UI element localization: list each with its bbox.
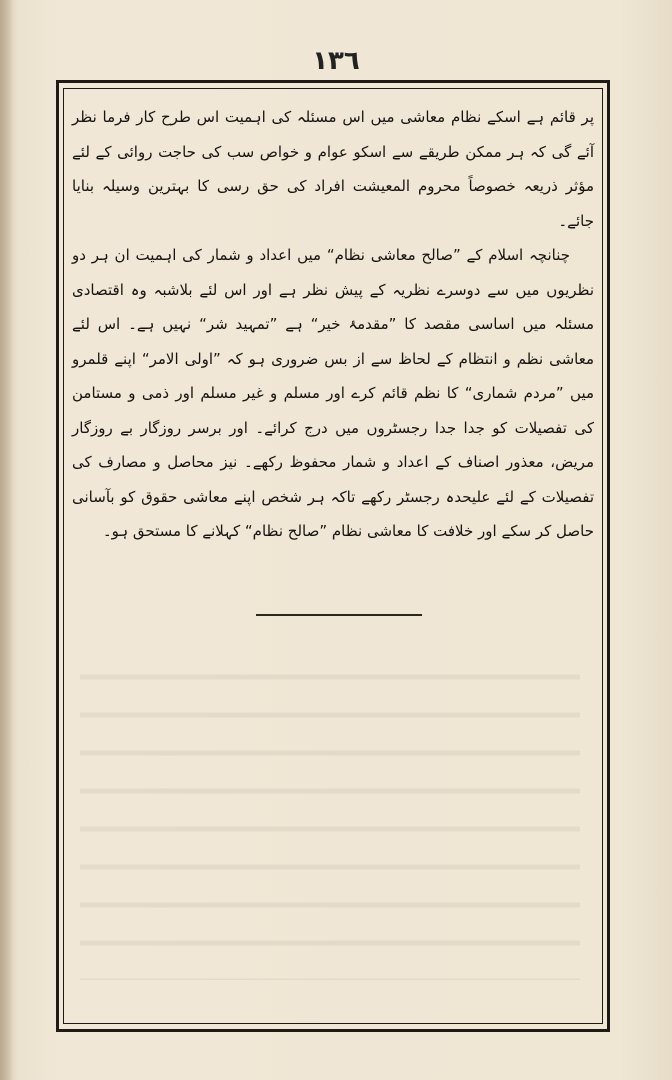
page-number: ١٣٦ bbox=[312, 46, 360, 76]
binding-shadow bbox=[0, 0, 14, 1080]
body-text bbox=[72, 100, 594, 549]
reverse-side-bleed-through bbox=[80, 650, 580, 980]
paragraph-1: پر قائم ہے اسکے نظام معاشی میں اس مسئلہ کی اہمیت اس طرح کار فرما نظر آئے گی کہ ہر ممکن طریقے سے اسکو عوام و خواص سب کی حاجت روائی کے لئے مؤثر ذریعہ خصوصاً محروم المعیشت افراد کی حق رسی کا بہترین وسیلہ بنایا جائے۔ bbox=[72, 108, 594, 230]
section-divider bbox=[256, 614, 422, 616]
paragraph-2: چنانچہ اسلام کے ”صالح معاشی نظام“ میں اعداد و شمار کی اہمیت ان ہر دو نظریوں میں سے دوسرے نظریہ کے پیش نظر ہے اور اس لئے بلاشبہ وہ اقتصادی مسئلہ میں اساسی مقصد کا ”مقدمۂ خیر“ ہے ”تمہید شر“ نہیں ہے۔ اس لئے معاشی نظم و انتظام کے لحاظ سے از بس ضروری ہو کہ ”اولی الامر“ اپنے قلمرو میں ”مردم شماری“ کا نظم قائم کرے اور مسلم و غیر مسلم اور ذمی و مستامن کی تفصیلات کو جدا جدا رجسٹروں میں درج کرائے۔ اور برسر روزگار بے روزگار مریض، معذور اصناف کے اعداد و شمار محفوظ رکھے۔ نیز محاصل و مصارف کی تفصیلات کے لئے علیحدہ رجسٹر رکھے تاکہ ہر شخص اپنے معاشی حقوق کو بآسانی حاصل کر سکے اور خلافت کا معاشی نظام ”صالح نظام“ کہلانے کا مستحق ہو۔ bbox=[72, 246, 594, 540]
